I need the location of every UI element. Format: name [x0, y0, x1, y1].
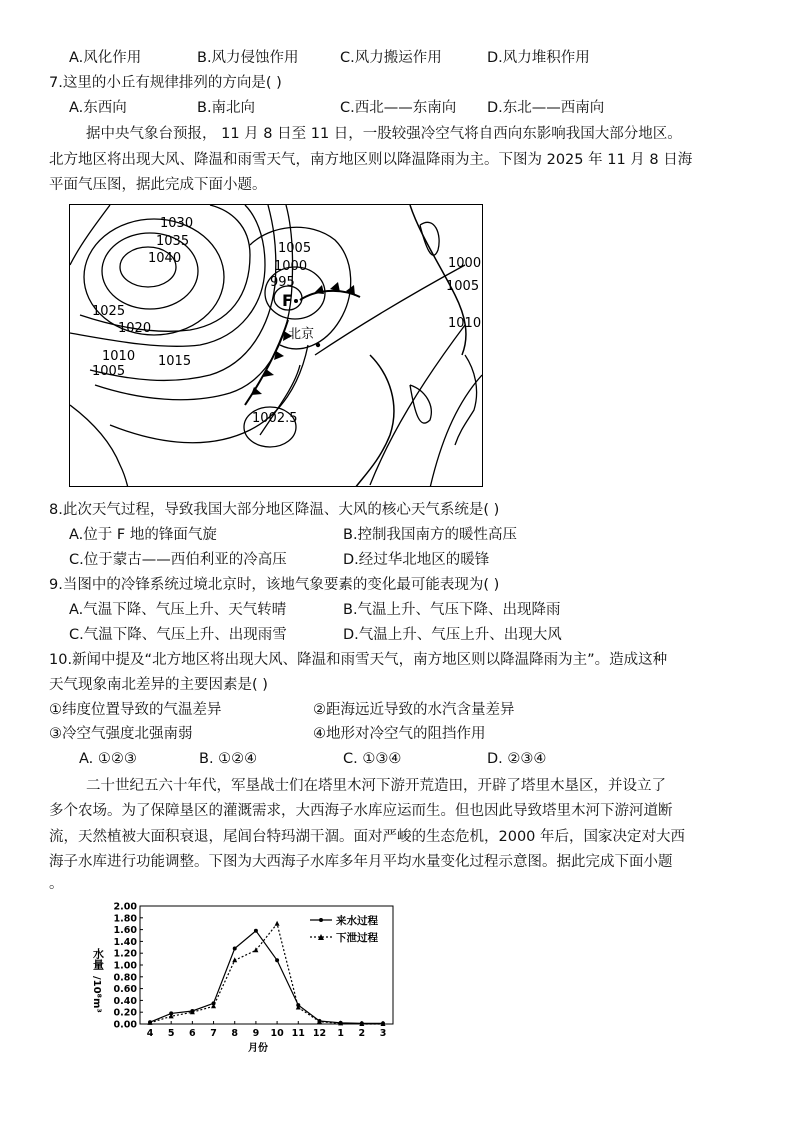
x-tick-label: 4 — [146, 1028, 154, 1039]
q6-option-d: D.风力堆积作用 — [487, 50, 590, 66]
y-tick-label: 0.80 — [113, 972, 137, 984]
y-tick-label: 0.00 — [113, 1019, 137, 1031]
q8-option-c: C.位于蒙古——西伯利亚的冷高压 — [69, 552, 287, 568]
q8-option-d: D.经过华北地区的暖锋 — [343, 552, 490, 568]
q10-option-d: D. ②③④ — [487, 751, 547, 767]
low-center-label: F — [282, 291, 293, 310]
isobar-label: 995 — [270, 275, 295, 290]
isobar-label: 1000 — [448, 256, 482, 271]
outflow-point — [253, 947, 258, 952]
isobar-label: 1005 — [92, 364, 126, 379]
x-tick-label: 7 — [210, 1028, 217, 1039]
isobar-label: 1005 — [278, 241, 312, 256]
x-tick-label: 3 — [379, 1028, 387, 1039]
pressure-map-svg — [70, 205, 483, 487]
x-tick-label: 12 — [312, 1028, 327, 1039]
q7-option-d: D.东北——西南向 — [487, 100, 605, 116]
beijing-label: 北京 — [288, 327, 315, 342]
q10-statement-2: ②距海远近导致的水汽含量差异 — [313, 702, 515, 718]
y-tick-label: 1.80 — [113, 913, 137, 925]
q10-option-c: C. ①③④ — [343, 751, 402, 767]
q7-stem: 7.这里的小丘有规律排列的方向是( ) — [49, 75, 282, 91]
passage3-line1: 二十世纪五六十年代，军垦战士们在塔里木河下游开荒造田，开辟了塔里木垦区，并设立了 — [86, 778, 666, 794]
inflow-line — [150, 931, 383, 1024]
legend-label-outflow: 下泄过程 — [336, 932, 378, 944]
y-tick-label: 2.00 — [113, 901, 137, 913]
isobar-label: 1000 — [274, 259, 308, 274]
legend-label-inflow: 来水过程 — [336, 915, 378, 927]
passage3-line5: 。 — [49, 876, 64, 892]
q9-stem: 9.当图中的冷锋系统过境北京时，该地气象要素的变化最可能表现为( ) — [49, 577, 500, 593]
q6-option-c: C.风力搬运作用 — [340, 50, 442, 66]
y-tick-label: 0.20 — [113, 1007, 137, 1019]
passage2-line3: 平面气压图，据此完成下面小题。 — [49, 177, 267, 193]
pressure-map — [69, 204, 483, 487]
isobar-label: 1030 — [160, 216, 194, 231]
water-volume-chart — [88, 896, 408, 1061]
x-axis-label: 月份 — [248, 1043, 268, 1054]
x-tick-label: 8 — [231, 1028, 239, 1039]
y-tick-label: 1.20 — [113, 948, 137, 960]
q7-option-a: A.东西向 — [69, 100, 127, 116]
q10-option-b: B. ①②④ — [199, 751, 258, 767]
isobar-label: 1010 — [448, 316, 482, 331]
isobar-label: 1040 — [148, 251, 182, 266]
isobar-label: 1035 — [156, 234, 190, 249]
water-volume-chart-svg — [88, 896, 408, 1061]
q10-statement-1: ①纬度位置导致的气温差异 — [49, 702, 222, 718]
q6-option-a: A.风化作用 — [69, 50, 142, 66]
q9-option-b: B.气温上升、气压下降、出现降雨 — [343, 602, 561, 618]
isobar-label: 1015 — [158, 354, 192, 369]
isobar-label: 1020 — [118, 321, 152, 336]
q10-statement-3: ③冷空气强度北强南弱 — [49, 726, 193, 742]
x-tick-label: 11 — [291, 1028, 305, 1039]
y-tick-label: 0.60 — [113, 984, 137, 996]
isobar-label: 1025 — [92, 304, 126, 319]
x-tick-label: 2 — [358, 1028, 366, 1039]
y-tick-label: 1.40 — [113, 936, 137, 948]
q6-option-b: B.风力侵蚀作用 — [197, 50, 299, 66]
isobar-label: 1005 — [446, 279, 480, 294]
legend-marker-inflow — [319, 918, 323, 922]
passage3-line2: 多个农场。为了保障垦区的灌溉需求，大西海子水库应运而生。但也因此导致塔里木河下游河道断 — [49, 803, 673, 819]
y-axis-title — [91, 947, 105, 1013]
x-tick-label: 10 — [270, 1028, 284, 1039]
q9-option-c: C.气温下降、气压上升、出现雨雪 — [69, 627, 287, 643]
x-tick-label: 6 — [189, 1028, 196, 1039]
x-tick-label: 5 — [167, 1028, 175, 1039]
passage3-line3: 流，天然植被大面积衰退，尾闾台特玛湖干涸。面对严峻的生态危机，2000 年后，国家决定对大西 — [49, 829, 686, 845]
q10-stem-line2: 天气现象南北差异的主要因素是( ) — [49, 677, 268, 693]
outflow-point — [275, 921, 280, 926]
y-tick-label: 1.00 — [113, 960, 137, 972]
q7-option-b: B.南北向 — [197, 100, 256, 116]
q10-option-a: A. ①②③ — [79, 751, 137, 767]
q8-option-b: B.控制我国南方的暖性高压 — [343, 527, 518, 543]
x-tick-label: 9 — [252, 1028, 260, 1039]
chart-legend — [310, 914, 378, 944]
inflow-point — [233, 946, 237, 950]
passage2-line2: 北方地区将出现大风、降温和雨雪天气，南方地区则以降温降雨为主。下图为 2025 年 11 月 8 日海 — [49, 152, 693, 168]
q10-stem-line1: 10.新闻中提及“北方地区将出现大风、降温和雨雪天气，南方地区则以降温降雨为主”。造成这种 — [49, 652, 668, 668]
isobar-label: 1010 — [102, 349, 136, 364]
q8-option-a: A.位于 F 地的锋面气旋 — [69, 527, 217, 543]
q7-option-c: C.西北——东南向 — [340, 100, 457, 116]
passage3-line4: 海子水库进行功能调整。下图为大西海子水库多年月平均水量变化过程示意图。据此完成下面小题 — [49, 854, 673, 870]
q9-option-a: A.气温下降、气压上升、天气转晴 — [69, 602, 287, 618]
y-tick-label: 1.60 — [113, 925, 137, 937]
inflow-point — [254, 929, 258, 933]
x-tick-label: 1 — [337, 1028, 344, 1039]
outflow-point — [232, 957, 237, 962]
q8-stem: 8.此次天气过程，导致我国大部分地区降温、大风的核心天气系统是( ) — [49, 502, 500, 518]
y-axis-unit: /10⁸m³ — [91, 976, 102, 1013]
isobar-label: 1002.5 — [252, 411, 298, 426]
q9-option-d: D.气温上升、气压上升、出现大风 — [343, 627, 562, 643]
passage2-line1: 据中央气象台预报， 11 月 8 日至 11 日，一股较强冷空气将自西向东影响我国大部分地区。 — [86, 126, 682, 142]
inflow-point — [275, 958, 279, 962]
y-axis-label: 水量 — [91, 948, 105, 970]
y-tick-label: 0.40 — [113, 995, 137, 1007]
q10-statement-4: ④地形对冷空气的阻挡作用 — [313, 726, 486, 742]
